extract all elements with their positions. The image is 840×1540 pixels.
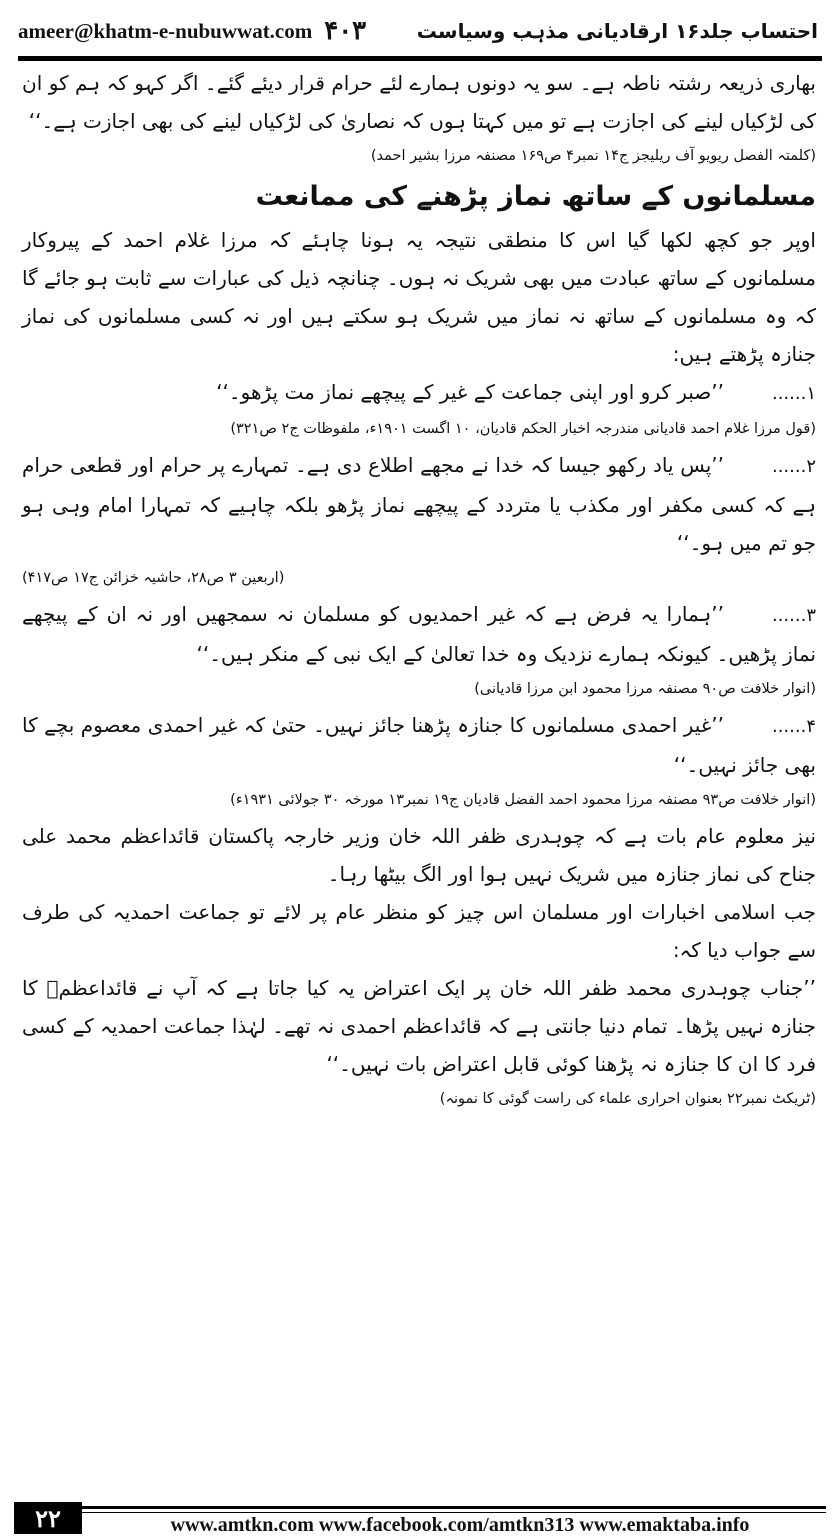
header-email: ameer@khatm-e-nubuwwat.com [18,18,313,43]
item-number: ۲...... [771,456,816,477]
quote-paragraph: ’’جناب چوہدری محمد ظفر اللہ خان پر ایک اعتراض یہ کیا جاتا ہے کہ آپ نے قائداعظمؒ کا جنازہ نہیں پڑھا۔ تمام دنیا جانتی ہے کہ قائداعظم احمدی نہ تھے۔ لہٰذا جماعت احمدیہ کے کسی فرد کا ان کا جنازہ نہ پڑھنا کوئی قابل اعتراض بات نہیں۔‘‘ [22,976,816,1076]
quote-text: ’’غیر احمدی مسلمانوں کا جنازہ پڑھنا جائز نہیں۔ حتیٰ کہ غیر احمدی معصوم بچے کا بھی جائز نہیں۔‘‘ [22,713,816,777]
paragraph: اوپر جو کچھ لکھا گیا اس کا منطقی نتیجہ یہ ہونا چاہئے کہ مرزا غلام احمد کے پیروکار مسلمانوں کے ساتھ عبادت میں بھی شریک نہ ہوں۔ چنانچہ ذیل کی عبارات سے ثابت ہو جائے گا کہ وہ مسلمانوں کے ساتھ نہ نماز میں شریک ہو سکتے ہیں اور نہ کسی مسلمانوں کی نماز جنازہ پڑھتے ہیں: [22,228,816,366]
quote-text: ’’پس یاد رکھو جیسا کہ خدا نے مجھے اطلاع دی ہے۔ تمہارے پر حرام اور قطعی حرام ہے کہ کسی مکفر اور مکذب یا متردد کے پیچھے نماز پڑھو بلکہ چاہیے کہ تمہارا امام وہی ہو جو تم میں ہو۔‘‘ [22,453,816,555]
page-footer [14,1502,826,1534]
citation: (کلمتہ الفصل ریویو آف ریلیجز ج۱۴ نمبر۴ ص۱۶۹ مصنفہ مرزا بشیر احمد) [370,148,816,164]
quote-item [22,446,816,562]
citation: (انوار خلافت ص۹۳ مصنفہ مرزا محمود احمد الفضل قادیان ج۱۹ نمبر۱۳ مورخہ ۳۰ جولائی ۱۹۳۱ء) [230,792,816,808]
quote-text: ’’ہمارا یہ فرض ہے کہ غیر احمدیوں کو مسلمان نہ سمجھیں اور نہ ان کے پیچھے نماز پڑھیں۔ کیونکہ ہمارے نزدیک وہ خدا تعالیٰ کے ایک نبی کے منکر ہیں۔‘‘ [22,602,816,666]
quote-item [22,373,816,413]
footer-urls: www.amtkn.com www.facebook.com/amtkn313 www.emaktaba.info [170,1514,750,1536]
footer-rule-thick [82,1506,826,1509]
item-number: ۳...... [771,605,816,626]
citation: (ٹریکٹ نمبر۲۲ بعنوان احراری علماء کی راست گوئی کا نمونہ) [439,1091,816,1107]
paragraph: نیز معلوم عام بات ہے کہ چوہدری ظفر اللہ خان وزیر خارجہ پاکستان قائداعظم محمد علی جناح کی نماز جنازہ میں شریک نہیں ہوا اور الگ بیٹھا رہا۔ [22,824,816,886]
citation: (اربعین ۳ ص۲۸، حاشیہ خزائن ج۱۷ ص۴۱۷) [22,570,285,586]
citation: (قول مرزا غلام احمد قادیانی مندرجہ اخبار الحکم قادیان، ۱۰ اگست ۱۹۰۱ء، ملفوظات ج۲ ص۳۲۱) [230,421,816,437]
paragraph: بھاری ذریعہ رشتہ ناطہ ہے۔ سو یہ دونوں ہمارے لئے حرام قرار دیئے گئے۔ اگر کہو کہ ہم کو ان کی لڑکیاں لینے کی اجازت ہے تو میں کہتا ہوں کہ نصاریٰ کی لڑکیاں لینے کی بھی اجازت ہے۔‘‘ [22,71,816,133]
section-heading: مسلمانوں کے ساتھ نماز پڑھنے کی ممانعت [255,181,816,212]
item-number: ۴...... [771,716,816,737]
item-number: ۱...... [771,383,816,404]
footer-rule-thin [82,1512,826,1513]
quote-item [22,706,816,784]
page-header [18,14,818,48]
paragraph: جب اسلامی اخبارات اور مسلمان اس چیز کو منظر عام پر لائے تو جماعت احمدیہ کی طرف سے جواب دیا کہ: [22,900,816,962]
page-body [22,64,816,1116]
header-book-title: احتساب جلد۱۶ ارقادیانی مذہب وسیاست [416,19,818,43]
footer-page-number: ۲۲ [14,1502,82,1534]
header-page-number: ۴۰۳ [324,16,367,46]
quote-text: ’’صبر کرو اور اپنی جماعت کے غیر کے پیچھے نماز مت پڑھو۔‘‘ [216,380,724,404]
citation: (انوار خلافت ص۹۰ مصنفہ مرزا محمود ابن مرزا قادیانی) [474,681,816,697]
quote-item [22,595,816,673]
header-rule [18,56,822,61]
header-left [18,16,366,46]
